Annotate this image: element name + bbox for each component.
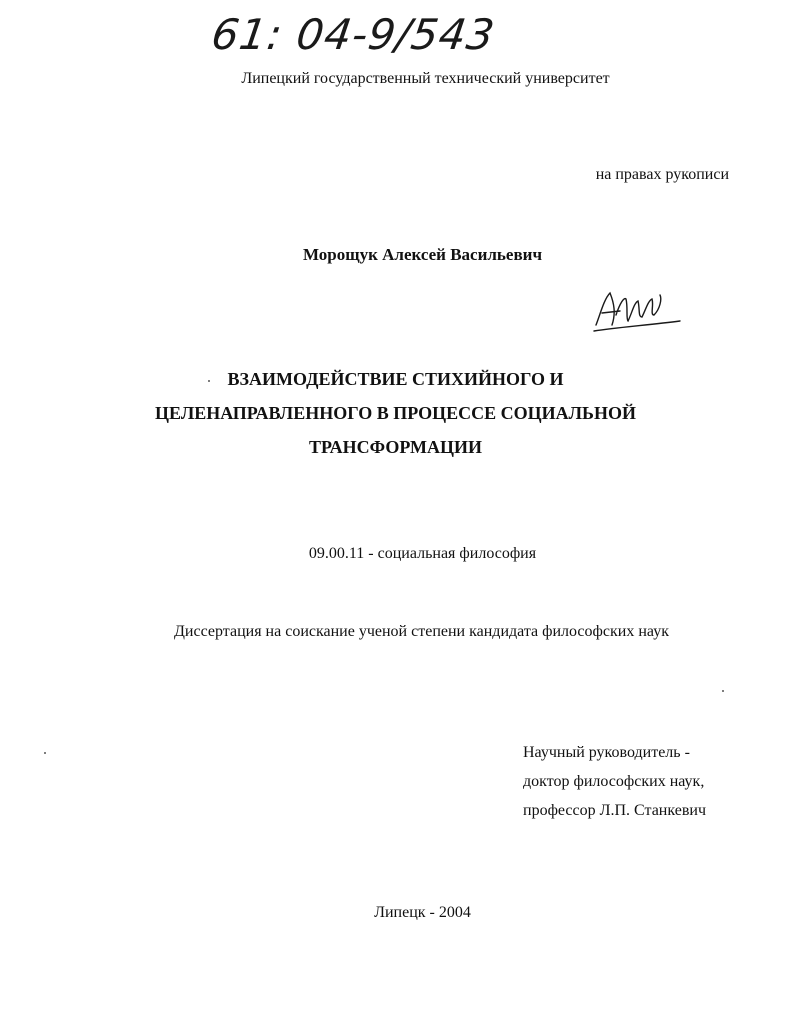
dissertation-title: [0, 362, 791, 464]
scan-speck: [208, 380, 210, 382]
title-line-2: ЦЕЛЕНАПРАВЛЕННОГО В ПРОЦЕССЕ СОЦИАЛЬНОЙ: [155, 403, 636, 423]
dissertation-type: Диссертация на соискание ученой степени кандидата философских наук: [174, 623, 669, 640]
university-name: Липецкий государственный технический университет: [241, 70, 610, 87]
title-line-1: ВЗАИМОДЕЙСТВИЕ СТИХИЙНОГО И: [227, 369, 564, 389]
supervisor-block: [523, 738, 706, 825]
title-line-3: ТРАНСФОРМАЦИИ: [308, 437, 483, 457]
manuscript-note: на правах рукописи: [595, 166, 729, 183]
supervisor-line-3: профессор Л.П. Станкевич: [523, 802, 706, 819]
catalog-code-handwritten: 61: 04-9/543: [208, 10, 499, 59]
city-year: Липецк - 2004: [374, 904, 471, 921]
scan-speck: [722, 690, 724, 692]
supervisor-line-2: доктор философских наук,: [523, 773, 705, 790]
author-name: Морощук Алексей Васильевич: [302, 245, 543, 264]
specialty-code: 09.00.11 - социальная философия: [308, 545, 537, 562]
scan-speck: [44, 752, 46, 754]
supervisor-line-1: Научный руководитель -: [523, 744, 690, 761]
author-signature-icon: [590, 285, 685, 335]
